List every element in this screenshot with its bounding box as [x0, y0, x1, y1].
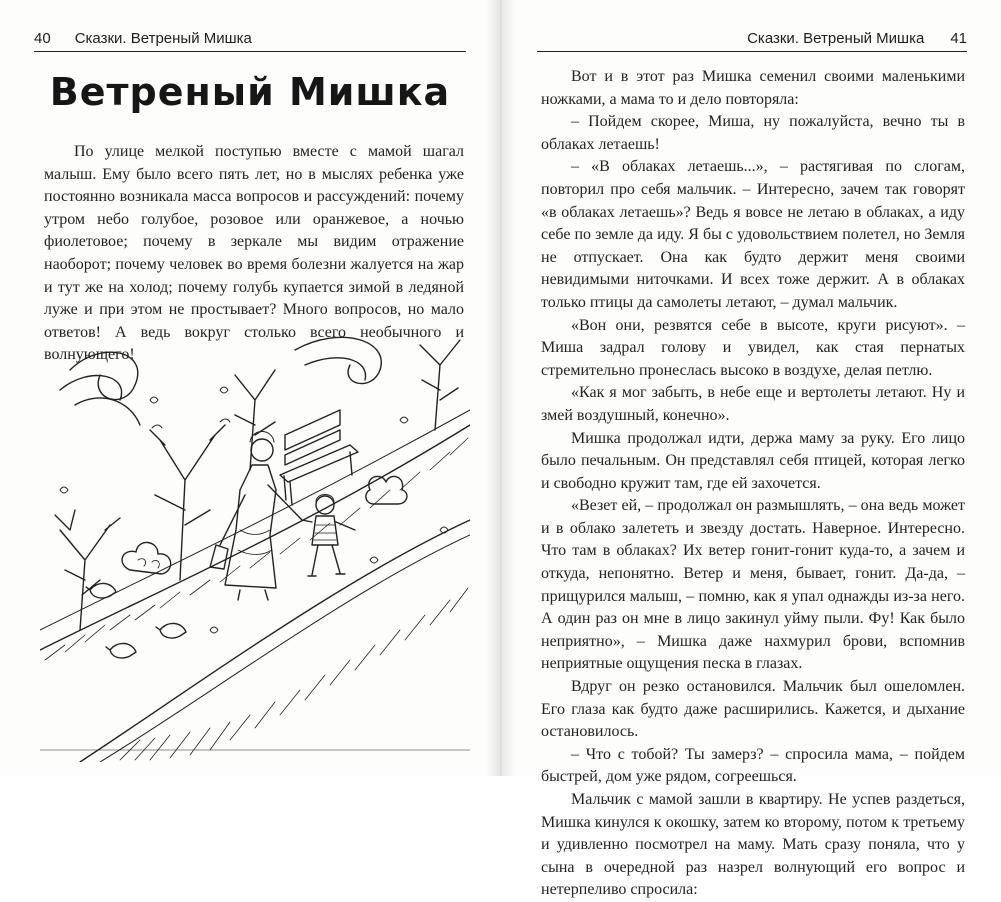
paragraph: – Пойдем скорее, Миша, ну пожалуйста, вечно ты в облаках летаешь! — [541, 113, 965, 153]
park-scene-illustration — [40, 330, 470, 762]
park-scene-drawing — [40, 330, 470, 762]
pigeon-1 — [86, 583, 116, 598]
tree-center — [235, 370, 275, 470]
paragraph: Вот и в этот раз Мишка семенил своими маленькими ножками, а мама то и дело повторяла: — [541, 68, 965, 108]
paragraph: «Как я мог забыть, в небе еще и вертолеты летают. Ну и змей воздушный, конечно». — [541, 384, 965, 424]
left-page — [0, 0, 500, 776]
tree-right — [420, 340, 460, 430]
right-page-number: 41 — [950, 30, 967, 47]
pigeon-2 — [156, 623, 186, 638]
paragraph: Мальчик с мамой зашли в квартиру. Не успев раздеться, Мишка кинулся к окошку, затем ко второму, потом к третьему и удивленно посмотрел на маму. Мать сразу поняла, что у сына в очередной раз назрел волнующий его вопрос и нетерпеливо спросила: — [541, 791, 965, 899]
left-running-head-title: Сказки. Ветреный Мишка — [74, 30, 252, 47]
wind-swirl-2 — [295, 337, 381, 383]
paragraph: «Везет ей, – продолжал он размышлять, – она ведь может и в облако залететь и звезду достать. Наверное. Интересно. Что там в облаках? Их ветер гонит-гонит куда-то, а зачем и откуда, непонятно. Ветер и меня, бывает, гонит. Да-да, – прищурился малыш, – помню, как я упал однажды из-за него. А один раз он мне в лицо закинул уйму пыли. Фу! Как было неприятно», – Мишка даже нахмурил брови, вспомнив неприятные ощущения песка в глазах. — [541, 497, 965, 673]
paragraph: Вдруг он резко остановился. Мальчик был ошеломлен. Его глаза как будто даже расширились. Кажется, и дыхание остановилось. — [541, 678, 965, 741]
right-page — [501, 0, 1001, 899]
paragraph: «Вон они, резвятся себе в высоте, круги рисуют». – Миша задрал голову и увидел, как стая пернатых стремительно пронеслась высоко в воздухе, делая петлю. — [541, 316, 965, 379]
right-running-head — [537, 28, 967, 52]
bush — [366, 476, 407, 504]
paragraph: – Что с тобой? Ты замерз? – спросила мама, – пойдем быстрей, дом уже рядом, согреешься. — [541, 745, 965, 786]
left-running-head — [34, 28, 466, 52]
pigeon-3 — [106, 643, 136, 658]
left-page-number: 40 — [34, 30, 51, 47]
right-running-head-title: Сказки. Ветреный Мишка — [747, 30, 925, 47]
paragraph: Мишка продолжал идти, держа маму за руку. Его лицо было печальным. Он представлял себя птицей, которая легко и свободно кружит там, где ей захочется. — [541, 429, 965, 492]
paragraph: По улице мелкой поступью вместе с мамой шагал малыш. Ему было всего пять лет, но в мыслях ребенка уже постоянно возникала масса вопросов и рассуждений: почему утром небо голубое, розовое или оранжевое, а ночью фиолетовое; почему в зеркале мы видим отражение наоборот; почему человек во время болезни жалуется на жар и тут же на холод; почему голубь купается зимой в ледяной луже и при этом не простывает? Много вопросов, но мало ответов! А ведь вокруг столько всего необычного и волнующего! — [44, 143, 464, 364]
right-body-text — [541, 66, 965, 902]
mother-figure — [210, 432, 302, 601]
paragraph: – «В облаках летаешь...», – растягивая по слогам, повторил про себя мальчик. – Интересно, зачем так говорят «в облаках летаешь»? Ведь я вовсе не летаю в облаках, а иду себе по земле да иду. Я бы с удовольствием полетел, но Земля не отпускает. Она как будто держит меня своими невидимыми ниточками. И всех тоже держит. А в облаках только птицы да самолеты летают, – думал мальчик. — [541, 158, 965, 311]
tree-left — [55, 510, 120, 630]
story-title: Ветреный Мишка — [49, 70, 451, 114]
